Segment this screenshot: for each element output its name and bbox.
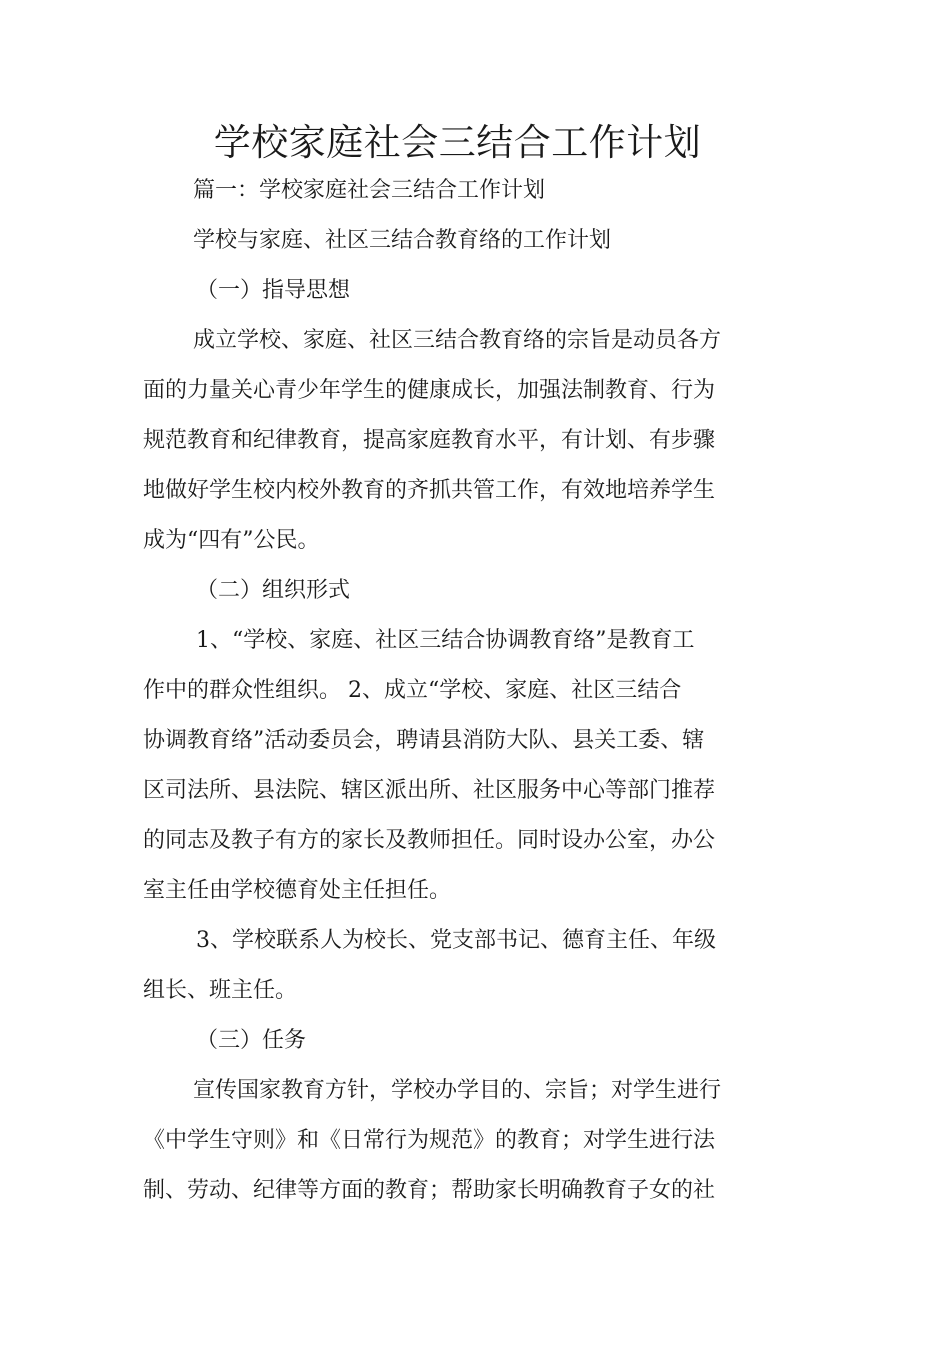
paragraph-line: 制、劳动、纪律等方面的教育；帮助家长明确教育子女的社	[143, 1178, 716, 1203]
paragraph-line: 的同志及教子有方的家长及教师担任。同时设办公室，办公	[143, 828, 716, 853]
paragraph-line: 1、“学校、家庭、社区三结合协调教育络”是教育工	[196, 628, 695, 653]
paragraph-line: 规范教育和纪律教育，提高家庭教育水平，有计划、有步骤	[143, 428, 716, 453]
section-heading-organization-form: （二）组织形式	[196, 578, 351, 603]
section-heading-guiding-ideology: （一）指导思想	[196, 278, 351, 303]
paragraph-line: 宣传国家教育方针，学校办学目的、宗旨；对学生进行	[193, 1078, 722, 1103]
paragraph-line: 成为“四有”公民。	[143, 528, 320, 553]
paragraph-line: 作中的群众性组织。 2、成立“学校、家庭、社区三结合	[143, 678, 682, 703]
paragraph-line: 室主任由学校德育处主任担任。	[143, 878, 452, 903]
paragraph-line: 组长、班主任。	[143, 978, 298, 1003]
document-title: 学校家庭社会三结合工作计划	[213, 121, 702, 164]
text-line-plan-heading: 学校与家庭、社区三结合教育络的工作计划	[193, 228, 612, 253]
paragraph-line: 面的力量关心青少年学生的健康成长，加强法制教育、行为	[143, 378, 716, 403]
section-heading-tasks: （三）任务	[196, 1028, 307, 1053]
paragraph-line: 地做好学生校内校外教育的齐抓共管工作，有效地培养学生	[143, 478, 716, 503]
paragraph-line: 《中学生守则》和《日常行为规范》的教育；对学生进行法	[143, 1128, 716, 1153]
paragraph-line: 成立学校、家庭、社区三结合教育络的宗旨是动员各方	[193, 328, 722, 353]
text-line-part-heading: 篇一：学校家庭社会三结合工作计划	[193, 178, 546, 203]
paragraph-line: 3、学校联系人为校长、党支部书记、德育主任、年级	[196, 928, 716, 953]
paragraph-line: 区司法所、县法院、辖区派出所、社区服务中心等部门推荐	[143, 778, 716, 803]
paragraph-line: 协调教育络”活动委员会，聘请县消防大队、县关工委、辖	[143, 728, 705, 753]
